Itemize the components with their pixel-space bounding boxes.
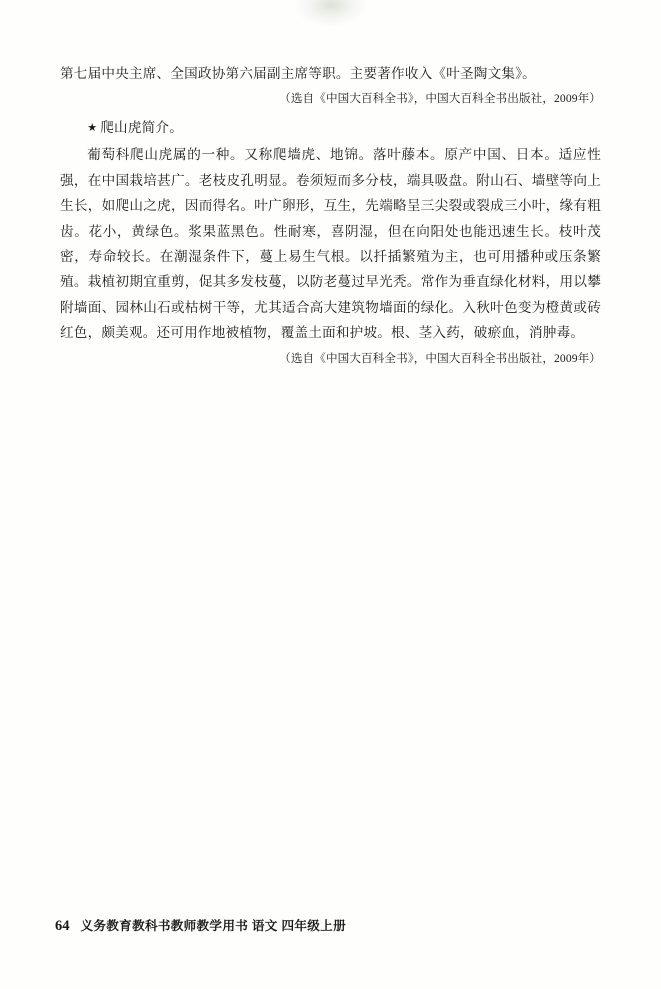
paragraph-body: 葡萄科爬山虎属的一种。又称爬墙虎、地锦。落叶藤本。原产中国、日本。适应性强，在中国栽培甚广。老枝皮孔明显。卷须短而多分枝，端具吸盘。附山石、墙壁等向上生长，如爬山之虎，因而得名。叶广卵形，互生，先端略呈三尖裂或裂成三小叶，缘有粗齿。花小，黄绿色。浆果蓝黑色。性耐寒，喜阴湿，但在向阳处也能迅速生长。枝叶茂密，寿命较长。在潮湿条件下，蔓上易生气根。以扦插繁殖为主，也可用播种或压条繁殖。栽植初期宜重剪，促其多发枝蔓，以防老蔓过早光秃。常作为垂直绿化材料，用以攀附墙面、园林山石或枯树干等，尤其适合高大建筑物墙面的绿化。入秋叶色变为橙黄或砖红色，颇美观。还可用作地被植物，覆盖土面和护坡。根、茎入药，破瘀血，消肿毒。 — [60, 147, 601, 341]
source-citation-2: （选自《中国大百科全书》，中国大百科全书出版社，2009年） — [279, 351, 601, 365]
star-icon: ★ — [87, 122, 98, 135]
footer-book-title: 义务教育教科书教师教学用书 语文 四年级上册 — [80, 919, 346, 933]
source-citation-1: （选自《中国大百科全书》，中国大百科全书出版社，2009年） — [279, 92, 601, 106]
page-content — [60, 60, 601, 371]
page-number: 64 — [55, 918, 70, 934]
scan-artifact — [296, 0, 366, 26]
section-heading — [60, 115, 601, 141]
paragraph-continuation: 第七届中央主席、全国政协第六届副主席等职。主要著作收入《叶圣陶文集》。 — [60, 66, 536, 81]
page-footer — [55, 915, 346, 935]
section-heading-label: 爬山虎简介。 — [100, 120, 184, 136]
